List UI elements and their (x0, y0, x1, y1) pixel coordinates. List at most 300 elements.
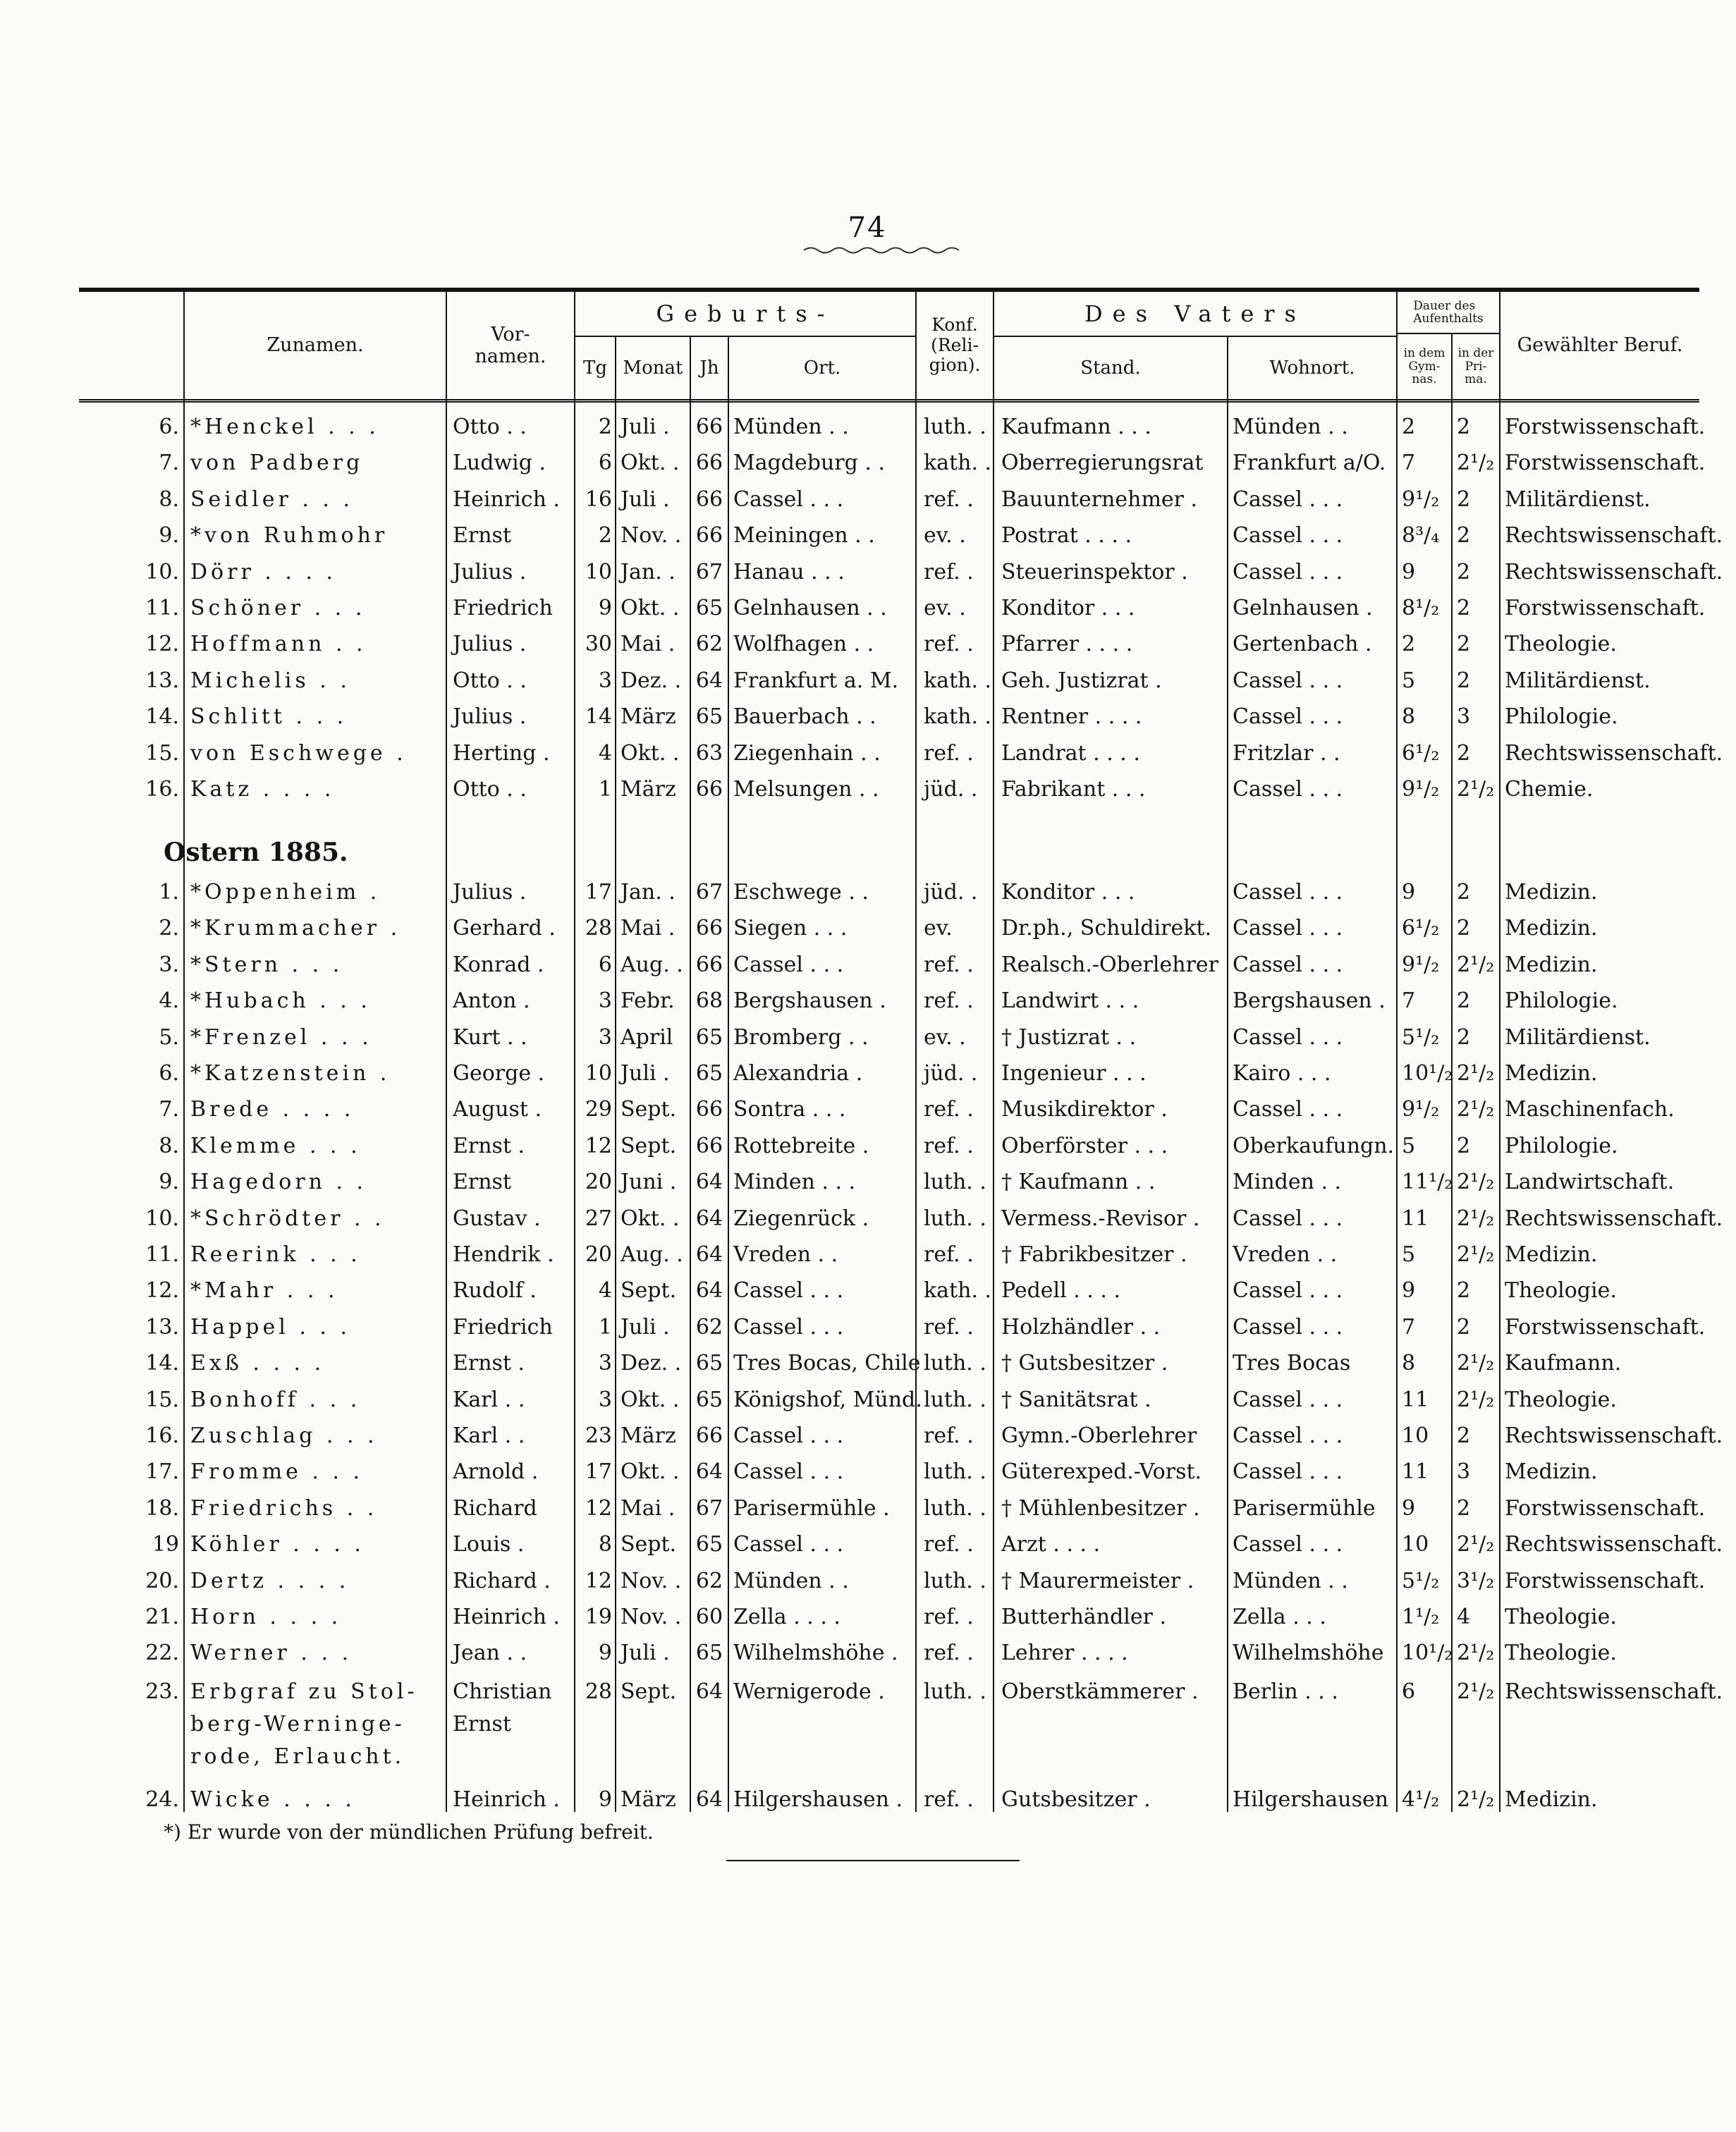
cell-first-name: Otto . . (453, 415, 527, 439)
cell-birth-month: April (621, 1024, 673, 1050)
cell-years-prima: 3 (1457, 704, 1471, 730)
cell-birth-day: 6 (598, 952, 612, 977)
cell-father-occupation: Oberförster . . . (1001, 1133, 1168, 1158)
cell-years-prima: 2 (1457, 668, 1471, 693)
cell-surname: Hagedorn . . (190, 1170, 367, 1195)
cell-religion: luth. . (924, 1170, 986, 1195)
cell-father-occupation: † Justizrat . . (1001, 1024, 1137, 1050)
cell-birth-month: Sept. (621, 1679, 677, 1704)
cell-birth-place: Ziegenrück . (733, 1206, 869, 1231)
page-number: 74 (848, 212, 887, 244)
cell-chosen-profession: Forstwissenschaft. (1505, 1314, 1706, 1340)
cell-surname: Dörr . . . . (190, 559, 337, 584)
cell-years-prima: 2 (1457, 486, 1471, 512)
cell-surname: Schlitt . . . (190, 704, 348, 730)
table-row (79, 1091, 1699, 1128)
page-number-flourish (804, 245, 966, 255)
cell-birth-year: 67 (695, 880, 723, 905)
cell-father-occupation: † Kaufmann . . (1001, 1170, 1156, 1195)
header-konf: Konf. (Reli- gion). (917, 292, 994, 399)
cell-father-residence: Münden . . (1233, 415, 1348, 439)
cell-birth-day: 9 (598, 1787, 612, 1812)
cell-chosen-profession: Rechtswissenschaft. (1505, 1679, 1723, 1704)
cell-birth-day: 9 (598, 596, 612, 620)
cell-row-number: 2. (159, 916, 179, 941)
cell-first-name: Ludwig . (453, 451, 546, 476)
cell-years-prima: 2¹/₂ (1457, 1641, 1495, 1666)
cell-birth-month: Juli . (621, 1061, 670, 1086)
cell-years-prima: 2¹/₂ (1457, 1097, 1495, 1122)
cell-chosen-profession: Philologie. (1505, 704, 1618, 730)
cell-birth-day: 4 (598, 740, 612, 766)
cell-birth-place: Münden . . (733, 1568, 849, 1593)
cell-birth-year: 62 (695, 1314, 723, 1340)
cell-first-name: Christian Ernst (453, 1679, 552, 1736)
cell-row-number: 24. (145, 1787, 179, 1812)
cell-birth-day: 3 (598, 1351, 612, 1376)
cell-father-residence: Cassel . . . (1233, 704, 1343, 730)
cell-birth-month: Febr. (621, 988, 675, 1014)
table-row (79, 1635, 1699, 1672)
cell-father-residence: Berlin . . . (1233, 1679, 1338, 1704)
cell-birth-year: 65 (695, 1641, 723, 1666)
cell-first-name: Ernst (453, 1170, 512, 1195)
cell-first-name: Richard (453, 1495, 537, 1521)
cell-father-residence: Cassel . . . (1233, 1278, 1343, 1304)
cell-father-residence: Cassel . . . (1233, 916, 1343, 941)
cell-years-gymnasium: 6¹/₂ (1402, 740, 1440, 766)
table-row (79, 910, 1699, 947)
cell-years-prima: 2¹/₂ (1457, 1387, 1495, 1412)
cell-birth-place: Cassel . . . (733, 952, 844, 977)
table-row (79, 1382, 1699, 1419)
cell-years-gymnasium: 5¹/₂ (1402, 1024, 1440, 1050)
cell-father-occupation: Geh. Justizrat . (1001, 668, 1162, 693)
cell-years-prima: 2 (1457, 596, 1471, 620)
cell-first-name: Herting . (453, 740, 550, 766)
cell-father-occupation: Vermess.-Revisor . (1001, 1206, 1200, 1231)
cell-chosen-profession: Militärdienst. (1505, 486, 1651, 512)
table-row (79, 1201, 1723, 1237)
cell-religion: luth. . (924, 1495, 986, 1521)
cell-years-prima: 2¹/₂ (1457, 777, 1495, 802)
cell-surname: Fromme . . . (190, 1459, 364, 1485)
cell-birth-month: Okt. . (621, 1459, 680, 1485)
cell-years-prima: 2 (1457, 1314, 1471, 1340)
cell-surname: Seidler . . . (190, 486, 354, 512)
cell-row-number: 18. (145, 1495, 179, 1521)
table-row (79, 947, 1699, 984)
cell-birth-place: Ziegenhain . . (733, 740, 881, 766)
cell-birth-day: 19 (585, 1605, 612, 1629)
cell-religion: jüd. . (924, 777, 978, 802)
cell-chosen-profession: Rechtswissenschaft. (1505, 523, 1723, 549)
cell-years-gymnasium: 9¹/₂ (1402, 486, 1440, 512)
cell-birth-place: Tres Bocas, Chile (733, 1351, 921, 1376)
cell-birth-year: 67 (695, 1495, 723, 1521)
table-row (79, 663, 1699, 699)
cell-father-residence: Wilhelmshöhe (1233, 1641, 1384, 1666)
header-geburts: Geburts- (575, 292, 917, 337)
table-header (79, 288, 1699, 403)
cell-father-residence: Cassel . . . (1233, 559, 1343, 584)
cell-father-residence: Cassel . . . (1233, 1024, 1343, 1050)
table-row (79, 1019, 1699, 1056)
table-row (79, 1309, 1706, 1346)
cell-religion: luth. . (924, 1679, 986, 1704)
cell-surname: Erbgraf zu Stol-berg-Werninge-rode, Erlaucht. (190, 1679, 418, 1769)
cell-years-prima: 2¹/₂ (1457, 1242, 1495, 1267)
table-row (79, 1490, 1706, 1527)
cell-father-occupation: Butterhändler . (1001, 1605, 1167, 1629)
cell-birth-day: 4 (598, 1278, 612, 1304)
cell-birth-year: 65 (695, 1532, 723, 1557)
cell-years-gymnasium: 9¹/₂ (1402, 777, 1440, 802)
cell-birth-month: Mai . (621, 916, 676, 941)
cell-first-name: Julius . (453, 632, 527, 657)
cell-birth-year: 65 (695, 1387, 723, 1412)
cell-surname: *Krummacher . (190, 916, 401, 941)
header-des-vaters: Des Vaters (994, 292, 1398, 337)
cell-row-number: 1. (159, 880, 179, 905)
cell-father-residence: Cassel . . . (1233, 952, 1343, 977)
cell-row-number: 5. (159, 1024, 179, 1050)
cell-birth-year: 66 (695, 486, 723, 512)
cell-birth-place: Eschwege . . (733, 880, 869, 905)
cell-father-residence: Cassel . . . (1233, 1532, 1343, 1557)
table-row (79, 1782, 1699, 1818)
cell-birth-place: Sontra . . . (733, 1097, 846, 1122)
cell-birth-place: Wilhelmshöhe . (733, 1641, 898, 1666)
cell-years-prima: 2 (1457, 880, 1471, 905)
cell-religion: ref. . (924, 740, 974, 766)
cell-years-prima: 2 (1457, 1423, 1471, 1448)
cell-birth-month: Jan. . (621, 559, 676, 584)
cell-birth-day: 28 (585, 916, 612, 941)
cell-years-prima: 2¹/₂ (1457, 1532, 1495, 1557)
cell-father-residence: Cassel . . . (1233, 1423, 1343, 1448)
cell-first-name: Friedrich (453, 1314, 553, 1340)
cell-religion: ev. . (924, 596, 966, 620)
cell-years-gymnasium: 1¹/₂ (1402, 1605, 1440, 1629)
cell-row-number: 22. (145, 1641, 179, 1666)
cell-chosen-profession: Forstwissenschaft. (1505, 596, 1706, 620)
cell-row-number: 7. (159, 451, 179, 476)
cell-birth-month: Nov. . (621, 1568, 682, 1593)
cell-first-name: Hendrik . (453, 1242, 554, 1267)
cell-father-occupation: † Fabrikbesitzer . (1001, 1242, 1187, 1267)
cell-row-number: 11. (145, 596, 179, 620)
cell-years-prima: 2¹/₂ (1457, 1206, 1495, 1231)
cell-birth-month: Mai . (621, 632, 676, 657)
cell-chosen-profession: Landwirtschaft. (1505, 1170, 1675, 1195)
cell-birth-month: Jan. . (621, 880, 676, 905)
cell-birth-place: Melsungen . . (733, 777, 879, 802)
cell-years-gymnasium: 2 (1402, 632, 1416, 657)
cell-row-number: 21. (145, 1605, 179, 1629)
cell-years-prima: 2 (1457, 916, 1471, 941)
cell-religion: ref. . (924, 952, 974, 977)
cell-first-name: Rudolf . (453, 1278, 537, 1304)
cell-birth-place: Parisermühle . (733, 1495, 890, 1521)
cell-row-number: 23. (145, 1679, 179, 1704)
cell-birth-place: Bromberg . . (733, 1024, 869, 1050)
cell-birth-year: 64 (695, 1787, 723, 1812)
cell-years-prima: 3 (1457, 1459, 1471, 1485)
cell-years-gymnasium: 9 (1402, 1495, 1416, 1521)
cell-surname: Schöner . . . (190, 596, 366, 620)
cell-birth-year: 64 (695, 1278, 723, 1304)
cell-years-gymnasium: 5 (1402, 1242, 1416, 1267)
cell-surname: von Padberg (190, 451, 364, 476)
cell-row-number: 12. (145, 1278, 179, 1304)
cell-row-number: 16. (145, 777, 179, 802)
cell-birth-day: 30 (585, 632, 612, 657)
cell-birth-year: 65 (695, 1061, 723, 1086)
cell-birth-month: März (621, 1423, 676, 1448)
cell-birth-month: Okt. . (621, 740, 680, 766)
cell-first-name: Ernst . (453, 1133, 525, 1158)
cell-birth-year: 65 (695, 1024, 723, 1050)
cell-father-occupation: † Sanitätsrat . (1001, 1387, 1151, 1412)
cell-first-name: Otto . . (453, 777, 527, 802)
cell-birth-place: Wolfhagen . . (733, 632, 874, 657)
cell-first-name: Heinrich . (453, 1787, 560, 1812)
cell-first-name: George . (453, 1061, 545, 1086)
table-row (79, 771, 1699, 808)
cell-father-occupation: Güterexped.-Vorst. (1001, 1459, 1202, 1485)
cell-father-occupation: Ingenieur . . . (1001, 1061, 1147, 1086)
cell-years-gymnasium: 9¹/₂ (1402, 952, 1440, 977)
cell-birth-day: 10 (585, 1061, 612, 1086)
cell-row-number: 13. (145, 668, 179, 693)
cell-chosen-profession: Rechtswissenschaft. (1505, 1206, 1723, 1231)
table-row (79, 590, 1706, 627)
cell-years-gymnasium: 9¹/₂ (1402, 1097, 1440, 1122)
cell-years-gymnasium: 8 (1402, 1351, 1416, 1376)
cell-birth-year: 66 (695, 415, 723, 439)
cell-surname: *Oppenheim . (190, 880, 381, 905)
cell-surname: Hoffmann . . (190, 632, 367, 657)
cell-chosen-profession: Medizin. (1505, 916, 1598, 941)
cell-birth-place: Rottebreite . (733, 1133, 869, 1158)
cell-first-name: Heinrich . (453, 1605, 560, 1629)
cell-birth-place: Bergshausen . (733, 988, 886, 1014)
cell-birth-day: 12 (585, 1133, 612, 1158)
cell-father-residence: Bergshausen . (1233, 988, 1386, 1014)
cell-years-gymnasium: 9 (1402, 559, 1416, 584)
cell-first-name: Ernst (453, 523, 512, 549)
table-row (79, 1563, 1706, 1600)
cell-row-number: 13. (145, 1314, 179, 1340)
cell-chosen-profession: Chemie. (1505, 777, 1594, 802)
cell-row-number: 8. (159, 1133, 179, 1158)
cell-birth-day: 12 (585, 1495, 612, 1521)
cell-row-number: 9. (159, 1170, 179, 1195)
cell-row-number: 15. (145, 740, 179, 766)
cell-chosen-profession: Medizin. (1505, 952, 1598, 977)
cell-father-residence: Cassel . . . (1233, 880, 1343, 905)
cell-row-number: 8. (159, 486, 179, 512)
cell-chosen-profession: Militärdienst. (1505, 1024, 1651, 1050)
cell-religion: luth. . (924, 415, 986, 439)
cell-chosen-profession: Medizin. (1505, 1242, 1598, 1267)
cell-surname: *Stern . . . (190, 952, 343, 977)
cell-first-name: Gerhard . (453, 916, 556, 941)
cell-birth-year: 66 (695, 1097, 723, 1122)
cell-row-number: 14. (145, 1351, 179, 1376)
cell-chosen-profession: Theologie. (1505, 632, 1617, 657)
cell-father-occupation: Rentner . . . . (1001, 704, 1142, 730)
cell-chosen-profession: Theologie. (1505, 1387, 1617, 1412)
table-row (79, 1237, 1699, 1273)
cell-birth-day: 3 (598, 1024, 612, 1050)
cell-years-prima: 2¹/₂ (1457, 952, 1495, 977)
cell-surname: *von Ruhmohr (190, 523, 389, 549)
header-beruf: Gewählter Beruf. (1517, 334, 1683, 357)
cell-birth-day: 3 (598, 988, 612, 1014)
cell-birth-month: Okt. . (621, 1387, 680, 1412)
cell-first-name: Heinrich . (453, 486, 560, 512)
cell-birth-year: 64 (695, 1459, 723, 1485)
cell-first-name: Ernst . (453, 1351, 525, 1376)
cell-years-gymnasium: 8 (1402, 704, 1416, 730)
cell-birth-day: 8 (598, 1532, 612, 1557)
cell-birth-place: Cassel . . . (733, 1423, 844, 1448)
header-prima: in der Pri- ma. (1453, 334, 1500, 399)
cell-chosen-profession: Rechtswissenschaft. (1505, 1423, 1723, 1448)
cell-surname: *Mahr . . . (190, 1278, 338, 1304)
cell-birth-place: Bauerbach . . (733, 704, 876, 730)
cell-surname: Bonhoff . . . (190, 1387, 361, 1412)
cell-birth-year: 66 (695, 523, 723, 549)
cell-birth-day: 16 (585, 486, 612, 512)
cell-row-number: 14. (145, 704, 179, 730)
cell-years-prima: 2 (1457, 1133, 1471, 1158)
cell-surname: Exß . . . . (190, 1351, 325, 1376)
cell-birth-place: Frankfurt a. M. (733, 668, 899, 693)
cell-birth-year: 66 (695, 952, 723, 977)
cell-years-prima: 2 (1457, 415, 1471, 439)
cell-father-residence: Gertenbach . (1233, 632, 1372, 657)
cell-father-occupation: Lehrer . . . . (1001, 1641, 1128, 1666)
cell-years-gymnasium: 7 (1402, 988, 1416, 1014)
cell-years-gymnasium: 5¹/₂ (1402, 1568, 1440, 1593)
cell-chosen-profession: Medizin. (1505, 1061, 1598, 1086)
cell-years-prima: 2 (1457, 1495, 1471, 1521)
cell-first-name: Friedrich (453, 596, 553, 620)
cell-years-prima: 2¹/₂ (1457, 1787, 1495, 1812)
cell-birth-year: 60 (695, 1605, 723, 1629)
cell-religion: luth. . (924, 1351, 986, 1376)
cell-religion: ref. . (924, 1423, 974, 1448)
cell-row-number: 19 (152, 1532, 179, 1557)
cell-birth-place: Cassel . . . (733, 1532, 844, 1557)
cell-father-residence: Cassel . . . (1233, 777, 1343, 802)
cell-years-prima: 2¹/₂ (1457, 1351, 1495, 1376)
header-tg: Tg (575, 337, 616, 399)
cell-father-residence: Gelnhausen . (1233, 596, 1373, 620)
cell-father-occupation: Oberregierungsrat (1001, 451, 1204, 476)
cell-birth-month: März (621, 777, 676, 802)
cell-row-number: 3. (159, 952, 179, 977)
table-row (79, 1128, 1699, 1165)
table-row (79, 445, 1706, 482)
cell-first-name: Julius . (453, 704, 527, 730)
cell-first-name: Anton . (453, 988, 530, 1014)
cell-father-residence: Cassel . . . (1233, 1097, 1343, 1122)
cell-surname: *Schrödter . . (190, 1206, 385, 1231)
cell-birth-month: Aug. . (621, 1242, 683, 1267)
cell-years-gymnasium: 7 (1402, 1314, 1416, 1340)
cell-religion: ref. . (924, 1242, 974, 1267)
cell-religion: ev. (924, 916, 953, 941)
cell-birth-day: 17 (585, 1459, 612, 1485)
table-body (79, 395, 1723, 1812)
cell-surname: Friedrichs . . (190, 1495, 378, 1521)
cell-chosen-profession: Forstwissenschaft. (1505, 1495, 1706, 1521)
cell-years-prima: 2¹/₂ (1457, 451, 1495, 476)
cell-father-residence: Tres Bocas (1233, 1351, 1351, 1376)
cell-years-gymnasium: 8¹/₂ (1402, 596, 1440, 620)
cell-birth-month: Juni . (621, 1170, 677, 1195)
cell-father-occupation: † Maurermeister . (1001, 1568, 1194, 1593)
cell-birth-month: Sept. (621, 1532, 677, 1557)
cell-father-residence: Münden . . (1233, 1568, 1348, 1593)
cell-birth-day: 6 (598, 451, 612, 476)
table-row (79, 1599, 1699, 1636)
cell-birth-place: Hanau . . . (733, 559, 845, 584)
cell-birth-month: Juli . (621, 1314, 670, 1340)
cell-chosen-profession: Forstwissenschaft. (1505, 415, 1706, 439)
cell-birth-day: 1 (598, 1314, 612, 1340)
cell-father-occupation: † Gutsbesitzer . (1001, 1351, 1168, 1376)
cell-father-residence: Cassel . . . (1233, 1387, 1343, 1412)
cell-years-gymnasium: 11 (1402, 1387, 1429, 1412)
cell-father-residence: Hilgershausen (1233, 1787, 1389, 1812)
cell-chosen-profession: Theologie. (1505, 1278, 1617, 1304)
cell-birth-year: 66 (695, 1133, 723, 1158)
cell-religion: ref. . (924, 1314, 974, 1340)
table-row (79, 1418, 1723, 1454)
cell-father-residence: Cassel . . . (1233, 1459, 1343, 1485)
table-row (79, 1672, 1723, 1782)
cell-chosen-profession: Forstwissenschaft. (1505, 451, 1706, 476)
table-row (79, 1526, 1723, 1563)
cell-birth-year: 65 (695, 704, 723, 730)
header-dauer: Dauer des Aufenthalts (1398, 292, 1500, 334)
cell-birth-month: Sept. (621, 1097, 677, 1122)
cell-birth-place: Alexandria . (733, 1061, 863, 1086)
cell-surname: von Eschwege . (190, 740, 407, 766)
cell-birth-month: März (621, 704, 676, 730)
cell-chosen-profession: Militärdienst. (1505, 668, 1651, 693)
cell-birth-year: 66 (695, 916, 723, 941)
cell-birth-year: 64 (695, 668, 723, 693)
cell-father-residence: Fritzlar . . (1233, 740, 1340, 766)
header-stand: Stand. (994, 337, 1228, 399)
cell-birth-place: Wernigerode . (733, 1679, 885, 1704)
cell-years-gymnasium: 10¹/₂ (1402, 1061, 1453, 1086)
cell-religion: jüd. . (924, 880, 978, 905)
table-row (79, 517, 1723, 554)
cell-chosen-profession: Medizin. (1505, 880, 1598, 905)
cell-first-name: Richard . (453, 1568, 551, 1593)
cell-religion: ref. . (924, 1787, 974, 1812)
cell-father-occupation: Postrat . . . . (1001, 523, 1132, 549)
cell-birth-day: 14 (585, 704, 612, 730)
cell-first-name: Arnold . (453, 1459, 539, 1485)
